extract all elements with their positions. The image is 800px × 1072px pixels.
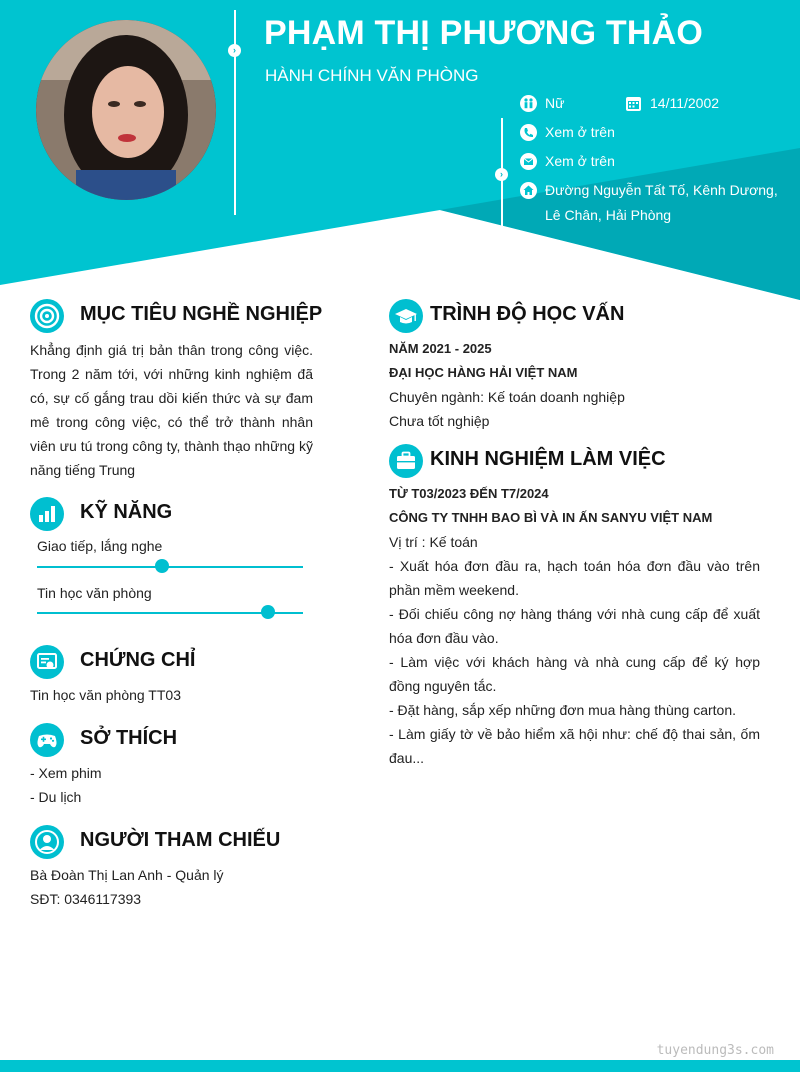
email-icon bbox=[520, 153, 537, 170]
experience-company: CÔNG TY TNHH BAO BÌ VÀ IN ẤN SANYU VIỆT NAM bbox=[389, 510, 713, 525]
gender-value: Nữ bbox=[545, 95, 565, 111]
skill-level-knob bbox=[155, 559, 169, 573]
experience-duty: - Làm việc với khách hàng và nhà cung cấp để ký hợp đồng nguyên tắc. bbox=[389, 654, 760, 694]
skills-title: KỸ NĂNG bbox=[80, 501, 173, 523]
certificate-item: Tin học văn phòng TT03 bbox=[30, 687, 181, 703]
phone-value: Xem ở trên bbox=[545, 124, 615, 140]
job-title: HÀNH CHÍNH VĂN PHÒNG bbox=[265, 66, 479, 85]
home-icon bbox=[520, 182, 537, 199]
person-icon bbox=[30, 825, 64, 859]
hobby-item: - Xem phim bbox=[30, 765, 102, 781]
briefcase-icon bbox=[389, 444, 423, 478]
experience-duty: - Làm giấy tờ về bảo hiểm xã hội như: chế độ thai sản, ốm đau... bbox=[389, 726, 760, 766]
chevron-right-icon: › bbox=[495, 168, 508, 181]
target-icon bbox=[30, 299, 64, 333]
hobby-item: - Du lịch bbox=[30, 789, 82, 805]
gender-icon bbox=[520, 95, 537, 112]
skill-label: Giao tiếp, lắng nghe bbox=[37, 538, 163, 554]
avatar bbox=[36, 20, 216, 200]
graduation-cap-icon bbox=[389, 299, 423, 333]
phone-row bbox=[520, 120, 640, 145]
candidate-name: PHẠM THỊ PHƯƠNG THẢO bbox=[264, 14, 703, 52]
reference-phone: SĐT: 0346117393 bbox=[30, 891, 142, 907]
header-divider-line bbox=[234, 10, 236, 215]
skill-level-knob bbox=[261, 605, 275, 619]
experience-title: KINH NGHIỆM LÀM VIỆC bbox=[430, 448, 666, 470]
chevron-right-icon: › bbox=[228, 44, 241, 57]
experience-duty: - Đối chiếu công nợ hàng tháng với nhà cung cấp để xuất hóa đơn đầu vào. bbox=[389, 606, 760, 646]
education-school: ĐẠI HỌC HÀNG HẢI VIỆT NAM bbox=[389, 365, 578, 380]
education-status: Chưa tốt nghiệp bbox=[389, 413, 490, 429]
objective-text: Khẳng định giá trị bản thân trong công việc. Trong 2 năm tới, với những kinh nghiệm đã có, sự cố gắng trau dồi kiến thức và sự đam mê trong công việc, có thể trở thành nhân viên ưu tú trong công ty, thành thạo những kỹ năng tiếng Trung bbox=[30, 342, 313, 478]
hobbies-title: SỞ THÍCH bbox=[80, 727, 178, 749]
experience-position: Vị trí : Kế toán bbox=[389, 534, 478, 550]
birthday-row bbox=[625, 91, 745, 116]
education-major: Chuyên ngành: Kế toán doanh nghiệp bbox=[389, 389, 625, 405]
watermark: tuyendung3s.com bbox=[656, 1043, 774, 1058]
experience-duty: - Xuất hóa đơn đầu ra, hạch toán hóa đơn đầu vào trên phần mềm weekend. bbox=[389, 558, 760, 598]
education-title: TRÌNH ĐỘ HỌC VẤN bbox=[430, 303, 625, 325]
skill-bar bbox=[37, 566, 303, 568]
gamepad-icon bbox=[30, 723, 64, 757]
gender-row bbox=[520, 91, 600, 116]
objective-title: MỤC TIÊU NGHỀ NGHIỆP bbox=[80, 303, 323, 325]
reference-name: Bà Đoàn Thị Lan Anh - Quản lý bbox=[30, 867, 224, 883]
address-line-1: Đường Nguyễn Tất Tố, Kênh Dương, bbox=[545, 182, 778, 198]
calendar-icon bbox=[625, 95, 642, 112]
chart-icon bbox=[30, 497, 64, 531]
address-line-2: Lê Chân, Hải Phòng bbox=[545, 207, 672, 223]
experience-period: TỪ T03/2023 ĐẾN T7/2024 bbox=[389, 486, 549, 501]
certificates-title: CHỨNG CHỈ bbox=[80, 649, 196, 671]
email-value: Xem ở trên bbox=[545, 153, 615, 169]
skill-label: Tin học văn phòng bbox=[37, 585, 152, 601]
address-row bbox=[520, 178, 780, 228]
email-row bbox=[520, 149, 640, 174]
certificate-icon bbox=[30, 645, 64, 679]
references-title: NGƯỜI THAM CHIẾU bbox=[80, 829, 281, 851]
experience-duty: - Đặt hàng, sắp xếp những đơn mua hàng thùng carton. bbox=[389, 702, 737, 718]
birthday-value: 14/11/2002 bbox=[650, 95, 720, 111]
footer-bar bbox=[0, 1060, 800, 1072]
phone-icon bbox=[520, 124, 537, 141]
education-period: NĂM 2021 - 2025 bbox=[389, 341, 492, 356]
